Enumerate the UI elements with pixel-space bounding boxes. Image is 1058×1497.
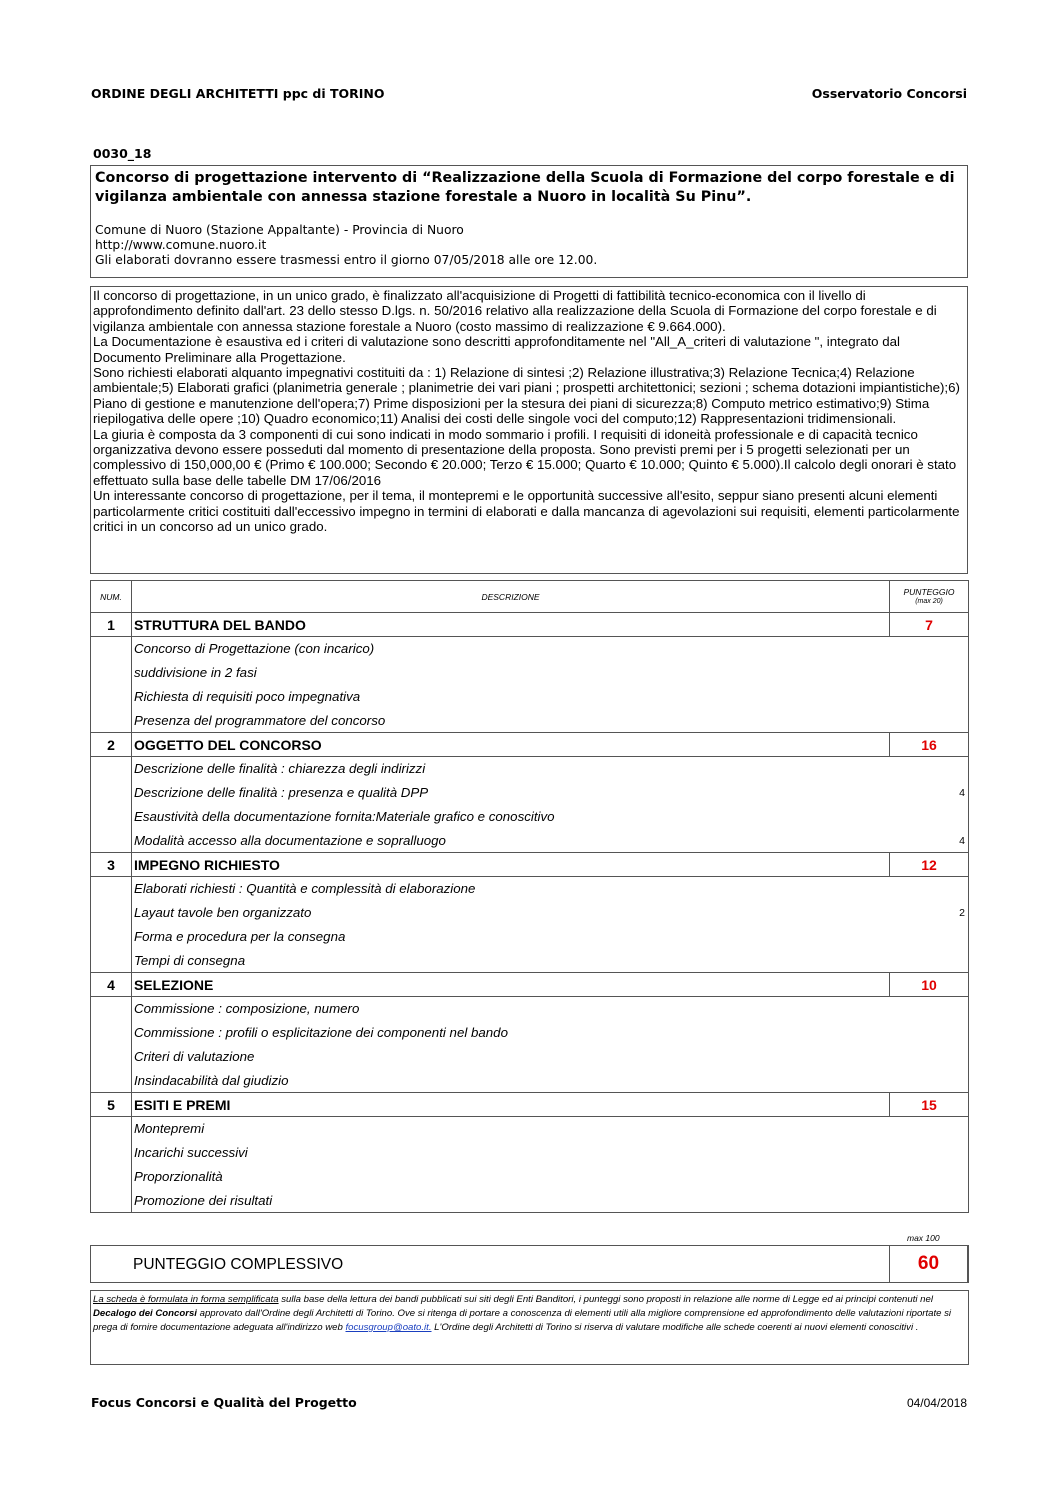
criterion-cell	[131, 1045, 968, 1069]
section-title: ESITI E PREMI	[131, 1093, 889, 1117]
criterion-cell	[131, 949, 968, 973]
criterion-text: Proporzionalità	[133, 1169, 223, 1184]
section-score: 15	[890, 1093, 969, 1117]
criterion-num-cell	[91, 925, 132, 949]
criterion-num-cell	[91, 805, 132, 829]
criterion-text: Montepremi	[133, 1121, 205, 1137]
criterion-cell	[131, 781, 968, 805]
criterion-row	[91, 949, 969, 973]
competition-title: Concorso di progettazione intervento di “Realizzazione della Scuola di Formazione del corpo forestale e di vigilanza ambientale con annessa stazione forestale a Nuoro in località Su Pinu”.	[95, 170, 955, 205]
criterion-text: Esaustività della documentazione fornita:Materiale grafico e conoscitivo	[133, 809, 555, 824]
criterion-points: 4	[959, 834, 965, 847]
criterion-num-cell	[91, 781, 132, 805]
col-num-header: NUM.	[91, 581, 132, 613]
section-score: 7	[890, 613, 969, 637]
competition-entity: Comune di Nuoro (Stazione Appaltante) - Provincia di Nuoro	[95, 223, 464, 237]
section-row	[91, 733, 969, 757]
criterion-num-cell	[91, 901, 132, 925]
criterion-cell	[131, 1189, 968, 1213]
section-row	[91, 973, 969, 997]
section-row	[91, 1093, 969, 1117]
section-score: 16	[890, 733, 969, 757]
criterion-num-cell	[91, 877, 132, 901]
criterion-text: Forma e procedura per la consegna	[133, 929, 346, 944]
criterion-num-cell	[91, 949, 132, 973]
summary-paragraph: Un interessante concorso di progettazione, per il tema, il montepremi e le opportunità successive all'esito, seppur siano presenti alcuni elementi particolarmente critici costituiti dall'eccessivo impegno in termini di elaborati e dalla mancanza di agevolazioni sui requisiti, elementi particolarmente critici in un concorso ad un unico grado.	[93, 488, 960, 535]
criterion-cell	[131, 757, 968, 781]
criterion-row	[91, 877, 969, 901]
criterion-cell	[131, 661, 968, 685]
total-max-label: max 100	[907, 1233, 940, 1243]
section-title: IMPEGNO RICHIESTO	[131, 853, 889, 877]
col-pts-label: PUNTEGGIO	[903, 586, 955, 597]
note-text: sulla base della lettura dei bandi pubblicati sui siti degli Enti Banditori, i punteggi sono proposti in relazione alle norme di Legge ed ai principi contenuti nel	[278, 1294, 933, 1305]
criterion-row	[91, 685, 969, 709]
criterion-row	[91, 757, 969, 781]
section-row	[91, 853, 969, 877]
competition-url[interactable]: http://www.comune.nuoro.it	[95, 238, 267, 252]
criterion-num-cell	[91, 757, 132, 781]
criterion-row	[91, 901, 969, 925]
criterion-text: Concorso di Progettazione (con incarico)	[133, 641, 375, 657]
criterion-cell	[131, 877, 968, 901]
section-number: 3	[91, 853, 132, 877]
criterion-points: 4	[959, 786, 965, 799]
section-number: 4	[91, 973, 132, 997]
section-number: 5	[91, 1093, 132, 1117]
criterion-row	[91, 1189, 969, 1213]
section-number: 1	[91, 613, 132, 637]
criterion-row	[91, 1021, 969, 1045]
criterion-num-cell	[91, 1117, 132, 1141]
criterion-row	[91, 781, 969, 805]
criterion-row	[91, 997, 969, 1021]
section-score: 12	[890, 853, 969, 877]
criterion-cell	[131, 637, 968, 661]
criterion-text: Incarichi successivi	[133, 1145, 248, 1160]
criterion-num-cell	[91, 709, 132, 733]
criterion-row	[91, 1069, 969, 1093]
criterion-num-cell	[91, 1165, 132, 1189]
criterion-cell	[131, 925, 968, 949]
note-text: L'Ordine degli Architetti di Torino si riserva di valutare modifiche alle schede coerenti ai nuovi elementi conoscitivi .	[431, 1322, 919, 1333]
total-box	[90, 1245, 969, 1283]
score-table	[90, 580, 969, 1213]
criterion-text: Modalità accesso alla documentazione e sopralluogo	[133, 832, 446, 848]
criterion-cell	[131, 685, 968, 709]
criterion-cell	[131, 901, 968, 925]
competition-box	[90, 165, 968, 278]
criterion-row	[91, 1045, 969, 1069]
summary-paragraph: Il concorso di progettazione, in un unico grado, è finalizzato all'acquisizione di Progetti di fattibilità tecnico-economica con il livello di approfondimento definito dall'art. 23 dello stesso D.lgs. n. 50/2016 relativo alla realizzazione della Scuola di Formazione del corpo forestale e di vigilanza ambientale con annessa stazione forestale a Nuoro (costo massimo di realizzazione € 9.664.000).	[93, 288, 937, 334]
criterion-cell	[131, 1141, 968, 1165]
note-email-link[interactable]: focusgroup@oato.it.	[345, 1322, 432, 1333]
summary-box	[90, 286, 968, 574]
criterion-cell	[131, 1021, 968, 1045]
criterion-text: Presenza del programmatore del concorso	[133, 712, 386, 728]
criterion-row	[91, 1117, 969, 1141]
criterion-row	[91, 925, 969, 949]
criterion-text: Tempi di consegna	[133, 952, 246, 968]
criterion-num-cell	[91, 1189, 132, 1213]
criterion-text: Descrizione delle finalità : chiarezza degli indirizzi	[133, 761, 426, 777]
section-score: 10	[890, 973, 969, 997]
table-header-row	[91, 581, 969, 613]
summary-paragraph: La giuria è composta da 3 componenti di cui sono indicati in modo sommario i profili. I requisiti di idoneità professionale e di capacità tecnico organizzativa devono essere posseduti dal momento di presentazione della proposta. Sono previsti premi per i 5 progetti selezionati per un complessivo di 150,000,00 € (Primo € 100.000; Secondo € 20.000; Terzo € 15.000; Quarto € 10.000; Quinto € 5.000).Il calcolo degli onorari è stato effettuato sulla base delle tabelle DM 17/06/2016	[93, 426, 957, 488]
criterion-text: Promozione dei risultati	[133, 1192, 273, 1208]
col-desc-header: DESCRIZIONE	[131, 581, 889, 613]
criterion-num-cell	[91, 1045, 132, 1069]
criterion-num-cell	[91, 685, 132, 709]
criterion-num-cell	[91, 1141, 132, 1165]
summary-paragraph: La Documentazione è esaustiva ed i criteri di valutazione sono descritti approfonditamente nel "All_A_criteri di valutazione ", integrato dal Documento Preliminare alla Progettazione.	[93, 334, 900, 365]
note-text: approvato dall'Ordine degli Architetti di Torino. Ove si ritenga di portare a conoscenza di elementi utili alla migliore comprensione ed approfondimento delle valutazioni riportate si prega di fornire documentazione adeguata all'indirizzo web	[93, 1308, 952, 1333]
criterion-cell	[131, 1165, 968, 1189]
criterion-text: Layaut tavole ben organizzato	[133, 905, 312, 920]
criterion-row	[91, 1165, 969, 1189]
criterion-row	[91, 661, 969, 685]
competition-deadline: Gli elaborati dovranno essere trasmessi entro il giorno 07/05/2018 alle ore 12.00.	[95, 253, 598, 267]
criterion-text: Descrizione delle finalità : presenza e qualità DPP	[133, 785, 429, 800]
criterion-text: Commissione : profili o esplicitazione dei componenti nel bando	[133, 1025, 508, 1040]
section-row	[91, 613, 969, 637]
disclaimer-note	[90, 1290, 969, 1365]
criterion-row	[91, 637, 969, 661]
criterion-num-cell	[91, 661, 132, 685]
criterion-text: Criteri di valutazione	[133, 1049, 255, 1064]
criterion-text: Commissione : composizione, numero	[133, 1001, 360, 1017]
header-organization: ORDINE DEGLI ARCHITETTI ppc di TORINO	[91, 86, 385, 101]
criterion-text: Insindacabilità dal giudizio	[133, 1072, 289, 1088]
criterion-row	[91, 709, 969, 733]
footer-date: 04/04/2018	[906, 1396, 967, 1410]
criterion-points: 2	[959, 906, 965, 919]
summary-paragraph: Sono richiesti elaborati alquanto impegnativi costituiti da : 1) Relazione di sintesi ;2) Relazione illustrativa;3) Relazione Tecnica;4) Relazione ambientale;5) Elaborati grafici (planimetria generale ; planimetrie dei vari piani ; prospetti architettonici; sezioni ; schema dotazioni impiantistiche);6) Piano di gestione e manutenzione dell'opera;7) Prime disposizioni per la stesura dei piani di sicurezza;8) Computo metrico estimativo;9) Stima riepilogativa delle opere ;10) Quadro economico;11) Analisi dei costi delle singole voci del computo;12) Rappresentazioni tridimensionali.	[93, 365, 960, 427]
criterion-num-cell	[91, 637, 132, 661]
section-number: 2	[91, 733, 132, 757]
header-observatory: Osservatorio Concorsi	[811, 86, 967, 101]
criterion-num-cell	[91, 1021, 132, 1045]
criterion-row	[91, 1141, 969, 1165]
criterion-cell	[131, 805, 968, 829]
competition-code: 0030_18	[93, 146, 152, 161]
note-lead: La scheda è formulata in forma semplificata	[93, 1294, 279, 1305]
section-title: STRUTTURA DEL BANDO	[131, 613, 889, 637]
criterion-text: Richiesta di requisiti poco impegnativa	[133, 689, 361, 704]
criterion-cell	[131, 997, 968, 1021]
criterion-text: suddivisione in 2 fasi	[133, 665, 257, 680]
criterion-text: Elaborati richiesti : Quantità e complessità di elaborazione	[133, 881, 476, 897]
criterion-num-cell	[91, 1069, 132, 1093]
total-label: PUNTEGGIO COMPLESSIVO	[133, 1256, 344, 1273]
section-title: SELEZIONE	[131, 973, 889, 997]
criterion-cell	[131, 709, 968, 733]
criterion-cell	[131, 1117, 968, 1141]
section-title: OGGETTO DEL CONCORSO	[131, 733, 889, 757]
total-score: 60	[889, 1245, 968, 1283]
note-decalogo: Decalogo dei Concorsi	[93, 1308, 197, 1319]
col-pts-header	[890, 581, 969, 613]
footer-title: Focus Concorsi e Qualità del Progetto	[91, 1395, 357, 1410]
criterion-cell	[131, 1069, 968, 1093]
competition-info	[95, 223, 963, 268]
col-pts-max: (max 20)	[915, 597, 943, 605]
criterion-num-cell	[91, 829, 132, 853]
criterion-row	[91, 829, 969, 853]
criterion-num-cell	[91, 997, 132, 1021]
criterion-row	[91, 805, 969, 829]
criterion-cell	[131, 829, 968, 853]
